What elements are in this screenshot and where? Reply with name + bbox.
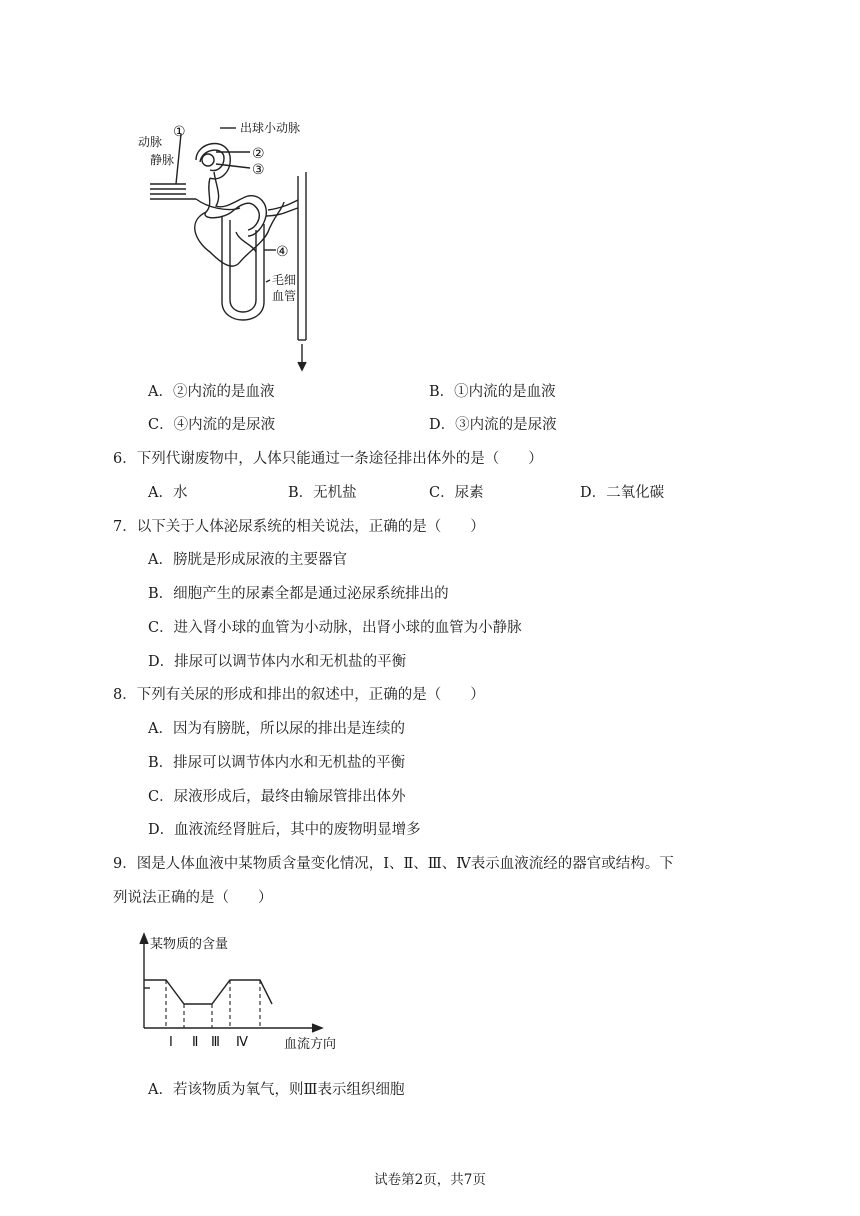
q9-chart [128, 928, 348, 1056]
label-artery: 动脉 [138, 135, 163, 149]
q5-option-c: C．④内流的是尿液 [148, 417, 276, 433]
label-circle-3: ③ [252, 162, 265, 178]
q7-option-b: B．细胞产生的尿素全都是通过泌尿系统排出的 [148, 586, 449, 602]
label-capillary-1: 毛细 [272, 273, 297, 287]
label-circle-4: ④ [276, 244, 289, 260]
chart-segment-1: Ⅰ [169, 1035, 173, 1050]
q6-option-d: D．二氧化碳 [580, 485, 665, 501]
label-out-arteriole: 出球小动脉 [240, 121, 301, 135]
label-capillary-2: 血管 [272, 289, 297, 303]
chart-y-label: 某物质的含量 [150, 937, 229, 952]
q5-option-b: B．①内流的是血液 [429, 384, 556, 400]
label-circle-1: ① [173, 124, 186, 140]
q7-option-d: D．排尿可以调节体内水和无机盐的平衡 [148, 654, 407, 670]
q5-option-d: D．③内流的是尿液 [429, 417, 557, 433]
q8-option-d: D．血液流经肾脏后，其中的废物明显增多 [148, 822, 421, 838]
q8-option-c: C．尿液形成后，最终由输尿管排出体外 [148, 789, 406, 805]
q9-option-a: A．若该物质为氧气，则Ⅲ表示组织细胞 [148, 1082, 405, 1098]
nephron-diagram [136, 112, 336, 374]
q8-option-b: B．排尿可以调节体内水和无机盐的平衡 [148, 755, 406, 771]
label-vein: 静脉 [150, 153, 175, 167]
q9-stem-line2: 列说法正确的是（ ） [113, 890, 273, 906]
q9-stem-line1: 9．图是人体血液中某物质含量变化情况，Ⅰ、Ⅱ、Ⅲ、Ⅳ表示血液流经的器官或结构。下 [113, 856, 674, 872]
q6-option-a: A．水 [148, 485, 188, 501]
q7-option-a: A．膀胱是形成尿液的主要器官 [148, 552, 347, 568]
q7-stem: 7．以下关于人体泌尿系统的相关说法，正确的是（ ） [113, 519, 485, 535]
q5-option-a: A．②内流的是血液 [148, 384, 275, 400]
q6-option-c: C．尿素 [429, 485, 484, 501]
label-circle-2: ② [252, 146, 265, 162]
q6-option-b: B．无机盐 [288, 485, 357, 501]
chart-segment-4: Ⅳ [236, 1035, 248, 1050]
q6-stem: 6．下列代谢废物中，人体只能通过一条途径排出体外的是（ ） [113, 451, 543, 467]
q8-option-a: A．因为有膀胱，所以尿的排出是连续的 [148, 721, 405, 737]
q8-stem: 8．下列有关尿的形成和排出的叙述中，正确的是（ ） [113, 687, 485, 703]
chart-segment-3: Ⅲ [211, 1035, 220, 1050]
page-footer: 试卷第2页，共7页 [374, 1172, 486, 1188]
chart-segment-2: Ⅱ [192, 1035, 199, 1050]
q7-option-c: C．进入肾小球的血管为小动脉，出肾小球的血管为小静脉 [148, 620, 522, 636]
chart-x-label: 血流方向 [284, 1037, 337, 1052]
